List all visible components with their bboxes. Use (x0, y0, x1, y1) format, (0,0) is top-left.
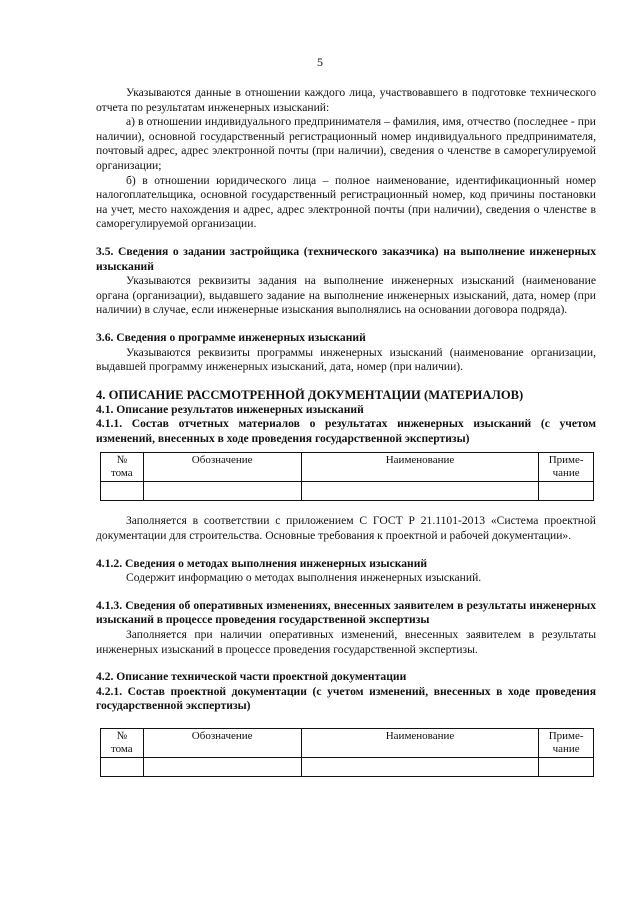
text-4-1-2: Содержит информацию о методах выполнения инженерных изысканий. (126, 571, 482, 585)
table-row (101, 758, 594, 777)
text-4-1-3: Заполняется при наличии оперативных изменений, внесенных заявителем в результаты инженерных изысканий в процессе проведения государственной экспертизы. (96, 628, 596, 656)
heading-4: 4. ОПИСАНИЕ РАССМОТРЕННОЙ ДОКУМЕНТАЦИИ (МАТЕРИАЛОВ) (96, 387, 524, 402)
heading-3-5: 3.5. Сведения о задании застройщика (технического заказчика) на выполнение инженерных изысканий (96, 244, 596, 273)
table-header-row (101, 729, 594, 758)
heading-4-1-1: 4.1.1. Состав отчетных материалов о результатах инженерных изысканий (с учетом изменений, внесенных в ходе проведения государственной экспертизы) (96, 417, 596, 445)
col-name: Наименование (301, 453, 539, 482)
page-body (96, 52, 596, 777)
col-name: Наименование (301, 729, 539, 758)
paragraph-legal-entity: б) в отношении юридического лица – полное наименование, идентификационный номер налогоплательщика, основной государственный регистрационный номер, код причины постановки на учет, место нахождения и адрес, адрес электронной почты (при наличии), сведения о членстве в саморегулируемой организации. (96, 173, 596, 231)
col-designation: Обозначение (143, 453, 301, 482)
documents-table-1 (100, 452, 594, 501)
col-volume: № тома (101, 453, 144, 482)
heading-3-6: 3.6. Сведения о программе инженерных изысканий (96, 330, 366, 344)
heading-4-2-1: 4.2.1. Состав проектной документации (с учетом изменений, внесенных в ходе проведения государственной экспертизы) (96, 684, 596, 713)
col-volume: № тома (101, 729, 144, 758)
heading-4-2: 4.2. Описание технической части проектной документации (96, 670, 407, 684)
col-designation: Обозначение (143, 729, 301, 758)
heading-4-1: 4.1. Описание результатов инженерных изысканий (96, 402, 364, 416)
documents-table-2 (100, 728, 594, 777)
heading-4-1-2: 4.1.2. Сведения о методах выполнения инженерных изысканий (96, 556, 428, 570)
table-header-row (101, 453, 594, 482)
page-number: 5 (317, 55, 323, 69)
text-3-5: Указываются реквизиты задания на выполнение инженерных изысканий (наименование органа (организации), выдавшего задание на выполнение инженерных изысканий, дата, номер (при наличии) в случае, если инженерные изыскания выполнялись на основании договора подряда). (96, 274, 596, 317)
text-3-6: Указываются реквизиты программы инженерных изысканий (наименование организации, выдавшей программу инженерных изысканий, дата, номер (при наличии). (96, 345, 596, 374)
table-row (101, 482, 594, 501)
text-after-table-1: Заполняется в соответствии с приложением С ГОСТ Р 21.1101-2013 «Система проектной документации для строительства. Основные требования к проектной и рабочей документации». (96, 514, 596, 543)
col-note: Приме- чание (539, 729, 594, 758)
paragraph-entrepreneur: а) в отношении индивидуального предпринимателя – фамилия, имя, отчество (последнее - при наличии), основной государственный регистрационный номер индивидуального предпринимателя, почтовый адрес, адрес электронной почты (при наличии), сведения о членстве в саморегулируемой организации; (96, 115, 596, 172)
paragraph-intro: Указываются данные в отношении каждого лица, участвовавшего в подготовке технического отчета по результатам инженерных изысканий: (96, 86, 596, 114)
heading-4-1-3: 4.1.3. Сведения об оперативных изменениях, внесенных заявителем в результаты инженерных изысканий в процессе проведения государственной экспертизы (96, 598, 596, 627)
col-note: Приме- чание (539, 453, 594, 482)
